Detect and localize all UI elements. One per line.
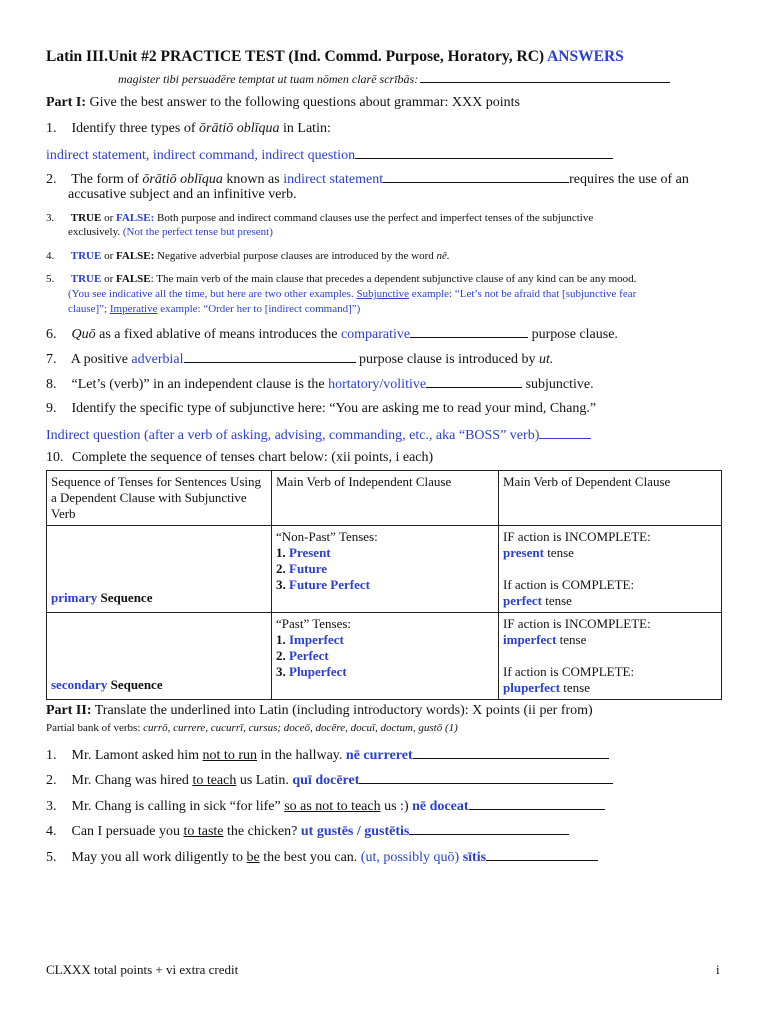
question-5 — [46, 273, 636, 285]
q3-text2: exclusively. — [68, 226, 121, 238]
q9-blank[interactable] — [539, 426, 591, 439]
q2-text-a: The form of — [71, 172, 139, 187]
q2-text-d: accusative subject and an infinitive verb. — [68, 187, 297, 202]
t1-text-b: in the hallway. — [260, 748, 343, 763]
primary-complete-answer — [503, 593, 717, 609]
q1-term: ōrātiō oblīqua — [199, 121, 280, 136]
q5-false: FALSE — [115, 273, 151, 285]
q3-true: TRUE — [70, 212, 102, 224]
table-header-cell: Main Verb of Independent Clause — [272, 471, 499, 526]
t4-text-b: the chicken? — [227, 824, 298, 839]
tense-name: Perfect — [289, 648, 329, 663]
q6-text-a: as a fixed ablative of means introduces the — [99, 327, 338, 342]
secondary-tenses-label: “Past” Tenses: — [276, 616, 352, 631]
q5-note-c: clause]”; — [68, 303, 108, 315]
q9-text: Identify the specific type of subjunctive here: “You are asking me to read your mind, Chang.” — [71, 401, 597, 416]
question-3 — [46, 212, 593, 224]
t5-answer-b: sītis — [462, 850, 487, 865]
question-4 — [46, 250, 450, 262]
secondary-complete-answer — [503, 680, 717, 696]
q7-answer: adverbial — [131, 352, 184, 367]
name-blank[interactable] — [420, 70, 670, 83]
secondary-tense-2 — [276, 648, 494, 664]
table-header-cell: Sequence of Tenses for Sentences Using a Dependent Clause with Subjunctive Verb — [47, 471, 272, 526]
tense-word: tense — [559, 632, 587, 647]
t1-number: 1. — [46, 748, 57, 763]
page-title — [46, 48, 624, 66]
secondary-incomplete-label: IF action is INCOMPLETE: — [503, 616, 651, 631]
t2-number: 2. — [46, 773, 57, 788]
t5-blank[interactable] — [486, 848, 598, 861]
primary-incomplete-tense: present — [503, 545, 544, 560]
q1-text-b: in Latin: — [283, 121, 331, 136]
q6-answer: comparative — [340, 327, 411, 342]
q4-true: TRUE — [70, 250, 102, 262]
primary-incomplete-answer — [503, 545, 717, 561]
t1-answer: nē curreret — [345, 748, 413, 763]
secondary-tenses-cell — [272, 613, 499, 700]
question-8 — [46, 375, 594, 393]
name-prompt — [118, 70, 670, 87]
t2-text-b: us Latin. — [239, 773, 289, 788]
translation-4 — [46, 822, 569, 840]
part1-heading — [46, 95, 520, 111]
primary-tense-1 — [276, 545, 494, 561]
translation-3 — [46, 797, 605, 815]
secondary-dependent-cell — [499, 613, 722, 700]
t4-number: 4. — [46, 824, 57, 839]
tense-word: tense — [545, 593, 572, 608]
part2-instructions: Translate the underlined into Latin (including introductory words): X points (ii per from) — [94, 703, 593, 718]
tense-name: Future — [289, 561, 328, 576]
q2-answer: indirect statement — [283, 172, 384, 187]
part2-heading — [46, 703, 593, 719]
primary-sequence-cell — [47, 526, 272, 613]
q6-blank[interactable] — [410, 325, 528, 338]
t4-answer: ut gustēs / gustētis — [300, 824, 410, 839]
q1-number: 1. — [46, 121, 57, 136]
q4-number: 4. — [46, 250, 55, 262]
secondary-label: Sequence — [110, 677, 163, 692]
page-number: i — [716, 962, 720, 977]
verb-bank — [46, 722, 458, 734]
question-10 — [46, 450, 433, 466]
question-7 — [46, 350, 553, 368]
q6-text-b: purpose clause. — [531, 327, 618, 342]
q7-text-a: A positive — [70, 352, 128, 367]
primary-tenses-cell — [272, 526, 499, 613]
q7-blank[interactable] — [184, 350, 356, 363]
tense-name: Future Perfect — [289, 577, 370, 592]
tense-number: 3. — [276, 577, 286, 592]
q2-number: 2. — [46, 172, 57, 187]
secondary-incomplete-tense: imperfect — [503, 632, 557, 647]
table-row-primary — [47, 526, 722, 613]
tense-name: Pluperfect — [289, 664, 347, 679]
t2-answer: quī docēret — [292, 773, 360, 788]
secondary-complete-label: If action is COMPLETE: — [503, 664, 635, 679]
tense-number: 1. — [276, 632, 286, 647]
t4-blank[interactable] — [409, 822, 569, 835]
q10-text: Complete the sequence of tenses chart below: (xii points, i each) — [72, 450, 434, 465]
q6-number: 6. — [46, 327, 57, 342]
q8-number: 8. — [46, 377, 57, 392]
question-2 — [46, 170, 689, 188]
q3-number: 3. — [46, 212, 55, 224]
primary-label: Sequence — [100, 590, 153, 605]
primary-incomplete-label: IF action is INCOMPLETE: — [503, 529, 651, 544]
secondary-complete-tense: pluperfect — [503, 680, 561, 695]
t5-underlined: be — [246, 850, 260, 865]
name-prompt-text: magister tibi persuadēre temptat ut tuam nōmen clarē scrībās: — [118, 72, 419, 86]
part1-instructions: Give the best answer to the following questions about grammar: XXX points — [89, 95, 520, 110]
q5-note-a: (You see indicative all the time, but here are two other examples. — [68, 288, 354, 300]
t3-underlined: so as not to teach — [284, 799, 381, 814]
q2-text-c: requires the use of an — [569, 172, 689, 187]
q5-or: or — [104, 273, 114, 285]
primary-word: primary — [51, 590, 98, 605]
q4-or: or — [104, 250, 114, 262]
q3-or: or — [104, 212, 114, 224]
secondary-sequence-cell — [47, 613, 272, 700]
t3-text-a: Mr. Chang is calling in sick “for life” — [71, 799, 281, 814]
q3-text: Both purpose and indirect command clauses use the perfect and imperfect tenses of the subjunctive — [157, 212, 594, 224]
q2-text-b: known as — [226, 172, 280, 187]
q8-blank[interactable] — [426, 375, 522, 388]
q5-note-d: example: “Order her to [indirect command]”) — [160, 303, 361, 315]
q8-text-a: “Let’s (verb)” in an independent clause is the — [71, 377, 325, 392]
q9-answer-line — [46, 426, 591, 444]
q3-note: (Not the perfect tense but present) — [122, 226, 273, 238]
q2-continued — [68, 187, 297, 203]
q8-answer: hortatory/volitive — [328, 377, 427, 392]
q5-subjunctive: Subjunctive — [356, 288, 410, 300]
question-9 — [46, 401, 596, 417]
q7-word: ut. — [539, 352, 554, 367]
q7-number: 7. — [46, 352, 57, 367]
secondary-tense-1 — [276, 632, 494, 648]
q3-continued — [68, 226, 273, 238]
table-header-cell: Main Verb of Dependent Clause — [499, 471, 722, 526]
primary-tense-2 — [276, 561, 494, 577]
q5-true: TRUE — [70, 273, 102, 285]
t5-text-b: the best you can. — [263, 850, 358, 865]
q3-false: FALSE: — [115, 212, 155, 224]
t2-text-a: Mr. Chang was hired — [71, 773, 189, 788]
t2-blank[interactable] — [359, 771, 613, 784]
tense-number: 2. — [276, 648, 286, 663]
primary-complete-label: If action is COMPLETE: — [503, 577, 635, 592]
q5-imperative: Imperative — [109, 303, 158, 315]
t2-underlined: to teach — [192, 773, 237, 788]
translation-5 — [46, 848, 598, 866]
verb-bank-list: currō, currere, cucurrī, cursus; doceō, docēre, docuī, doctum, gustō (1) — [143, 722, 458, 734]
tense-word: tense — [563, 680, 591, 695]
t4-text-a: Can I persuade you — [71, 824, 180, 839]
tense-number: 3. — [276, 664, 286, 679]
t1-blank[interactable] — [413, 746, 609, 759]
verb-bank-label: Partial bank of verbs: — [46, 722, 141, 734]
t1-text-a: Mr. Lamont asked him — [71, 748, 200, 763]
q5-number: 5. — [46, 273, 55, 285]
translation-2 — [46, 771, 613, 789]
primary-tense-3 — [276, 577, 494, 593]
tense-word: tense — [547, 545, 574, 560]
q5-note-line-2 — [68, 303, 360, 315]
part1-label: Part I: — [46, 95, 87, 110]
tense-name: Present — [289, 545, 331, 560]
q4-text: Negative adverbial purpose clauses are introduced by the word — [157, 250, 434, 262]
title-answers: ANSWERS — [547, 48, 624, 65]
translation-1 — [46, 746, 609, 764]
part2-label: Part II: — [46, 703, 92, 718]
table-header-row — [47, 471, 722, 526]
q9-answer: Indirect question (after a verb of asking, advising, commanding, etc., aka “BOSS” verb) — [46, 428, 540, 443]
q7-text-b: purpose clause is introduced by — [359, 352, 536, 367]
question-1 — [46, 121, 331, 137]
q4-word: nē. — [436, 250, 450, 262]
secondary-incomplete-answer — [503, 632, 717, 648]
q9-number: 9. — [46, 401, 57, 416]
q1-answer: indirect statement, indirect command, indirect question — [46, 148, 356, 163]
tense-number: 2. — [276, 561, 286, 576]
primary-tenses-label: “Non-Past” Tenses: — [276, 529, 378, 544]
t5-answer-a: (ut, possibly quō) — [360, 850, 460, 865]
q4-false: FALSE: — [115, 250, 155, 262]
q8-text-b: subjunctive. — [525, 377, 594, 392]
t5-number: 5. — [46, 850, 57, 865]
t4-underlined: to taste — [183, 824, 224, 839]
table-row-secondary — [47, 613, 722, 700]
primary-dependent-cell — [499, 526, 722, 613]
t3-number: 3. — [46, 799, 57, 814]
t3-text-b: us :) — [384, 799, 409, 814]
t3-blank[interactable] — [469, 797, 605, 810]
primary-complete-tense: perfect — [503, 593, 542, 608]
q6-word: Quō — [71, 327, 96, 342]
q5-text: : The main verb of the main clause that precedes a dependent subjunctive clause of any kind can be any mood. — [150, 273, 637, 285]
q1-answer-line — [46, 146, 613, 164]
q1-blank[interactable] — [355, 146, 613, 159]
tense-name: Imperfect — [289, 632, 344, 647]
q5-note-line-1 — [68, 288, 636, 300]
title-main: Latin III.Unit #2 PRACTICE TEST (Ind. Commd. Purpose, Horatory, RC) — [46, 48, 545, 65]
secondary-word: secondary — [51, 677, 108, 692]
q1-text-a: Identify three types of — [71, 121, 196, 136]
q2-term: ōrātiō oblīqua — [142, 172, 223, 187]
q5-note-b: example: “Let’s not be afraid that [subjunctive fear — [411, 288, 637, 300]
secondary-tense-3 — [276, 664, 494, 680]
q10-number: 10. — [46, 450, 64, 465]
question-6 — [46, 325, 618, 343]
q2-blank[interactable] — [383, 170, 569, 183]
footer-total: CLXXX total points + vi extra credit — [46, 962, 239, 977]
tense-number: 1. — [276, 545, 286, 560]
t5-text-a: May you all work diligently to — [71, 850, 243, 865]
t3-answer: nē doceat — [412, 799, 469, 814]
t1-underlined: not to run — [202, 748, 257, 763]
sequence-of-tenses-table — [46, 470, 722, 700]
